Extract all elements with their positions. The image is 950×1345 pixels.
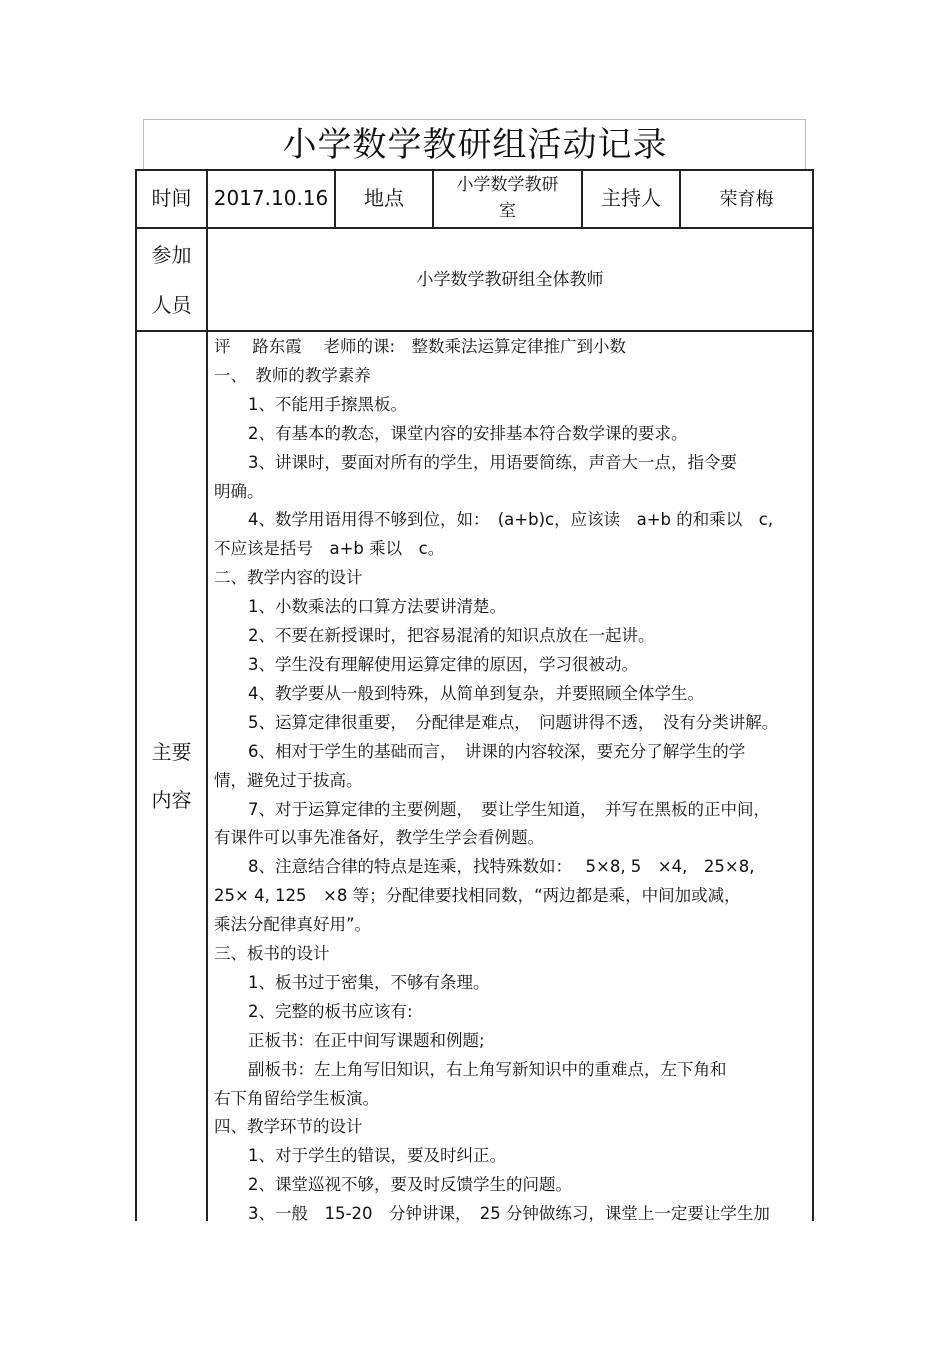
host-label: 主持人 bbox=[601, 186, 661, 210]
content-line: 2、有基本的教态，课堂内容的安排基本符合数学课的要求。 bbox=[248, 423, 688, 443]
content-line: 2、课堂巡视不够，要及时反馈学生的问题。 bbox=[248, 1175, 572, 1195]
participants-label-line1: 参加 bbox=[151, 242, 192, 267]
content-line: 三、板书的设计 bbox=[214, 944, 330, 964]
content-line: 8、注意结合律的特点是连乘，找特殊数如： 5×8, 5 ×4, 25×8, bbox=[248, 857, 755, 877]
content-line: 右下角留给学生板演。 bbox=[214, 1088, 379, 1108]
content-line: 6、相对于学生的基础而言， 讲课的内容较深，要充分了解学生的学 bbox=[248, 741, 746, 761]
place-value-line2: 室 bbox=[499, 201, 516, 221]
content-line: 3、讲课时，要面对所有的学生，用语要简练，声音大一点，指令要 bbox=[248, 452, 737, 472]
content-line: 不应该是括号 a+b 乘以 c。 bbox=[214, 539, 445, 559]
place-value-line1: 小学数学教研 bbox=[456, 175, 559, 195]
content-line: 3、一般 15-20 分钟讲课， 25 分钟做练习，课堂上一定要让学生加 bbox=[248, 1204, 770, 1224]
row-divider bbox=[135, 330, 814, 332]
content-line: 副板书：左上角写旧知识，右上角写新知识中的重难点，左下角和 bbox=[248, 1059, 727, 1079]
content-line: 正板书：在正中间写课题和例题; bbox=[248, 1030, 485, 1050]
participants-label bbox=[137, 229, 206, 330]
content-line: 1、不能用手擦黑板。 bbox=[248, 394, 407, 414]
content-line: 2、完整的板书应该有: bbox=[248, 1001, 413, 1021]
content-line: 四、教学环节的设计 bbox=[214, 1117, 363, 1137]
participants-value: 小学数学教研组全体教师 bbox=[416, 269, 604, 290]
content-line: 4、数学用语用得不够到位，如： (a+b)c，应该读 a+b 的和乘以 c, bbox=[248, 510, 774, 530]
content-line: 25× 4, 125 ×8 等；分配律要找相同数，“两边都是乘，中间加或减， bbox=[214, 886, 741, 906]
content-line: 4、教学要从一般到特殊，从简单到复杂，并要照顾全体学生。 bbox=[248, 683, 704, 703]
content-line: 7、对于运算定律的主要例题， 要让学生知道， 并写在黑板的正中间， bbox=[248, 799, 770, 819]
content-line: 1、小数乘法的口算方法要讲清楚。 bbox=[248, 597, 506, 617]
content-line: 一、 教师的教学素养 bbox=[214, 365, 371, 385]
content-line: 明确。 bbox=[214, 481, 264, 501]
time-label: 时间 bbox=[151, 186, 192, 210]
page-title: 小学数学教研组活动记录 bbox=[282, 125, 668, 165]
content-line: 1、对于学生的错误，要及时纠正。 bbox=[248, 1146, 506, 1166]
content-line: 3、学生没有理解使用运算定律的原因，学习很被动。 bbox=[248, 654, 638, 674]
host-value: 荣育梅 bbox=[719, 189, 774, 210]
content-line: 情，避免过于拔高。 bbox=[214, 770, 363, 790]
place-value bbox=[434, 169, 581, 227]
content-line: 5、运算定律很重要， 分配律是难点， 问题讲得不透， 没有分类讲解。 bbox=[248, 712, 779, 732]
content-line: 乘法分配律真好用”。 bbox=[214, 915, 372, 935]
main-content-label bbox=[137, 726, 206, 826]
time-value: 2017.10.16 bbox=[213, 186, 329, 210]
main-content-label-line2: 内容 bbox=[151, 788, 192, 812]
content-line: 2、不要在新授课时，把容易混淆的知识点放在一起讲。 bbox=[248, 626, 655, 646]
content-line: 有课件可以事先准备好，教学生学会看例题。 bbox=[214, 828, 544, 848]
participants-label-line2: 人员 bbox=[151, 292, 192, 317]
content-line: 评 路东霞 老师的课: 整数乘法运算定律推广到小数 bbox=[214, 337, 627, 356]
content-line: 二、教学内容的设计 bbox=[214, 568, 363, 588]
content-line: 1、板书过于密集，不够有条理。 bbox=[248, 972, 490, 992]
main-content-text bbox=[214, 333, 806, 1229]
place-label: 地点 bbox=[364, 186, 404, 210]
main-content-label-line1: 主要 bbox=[151, 740, 192, 764]
